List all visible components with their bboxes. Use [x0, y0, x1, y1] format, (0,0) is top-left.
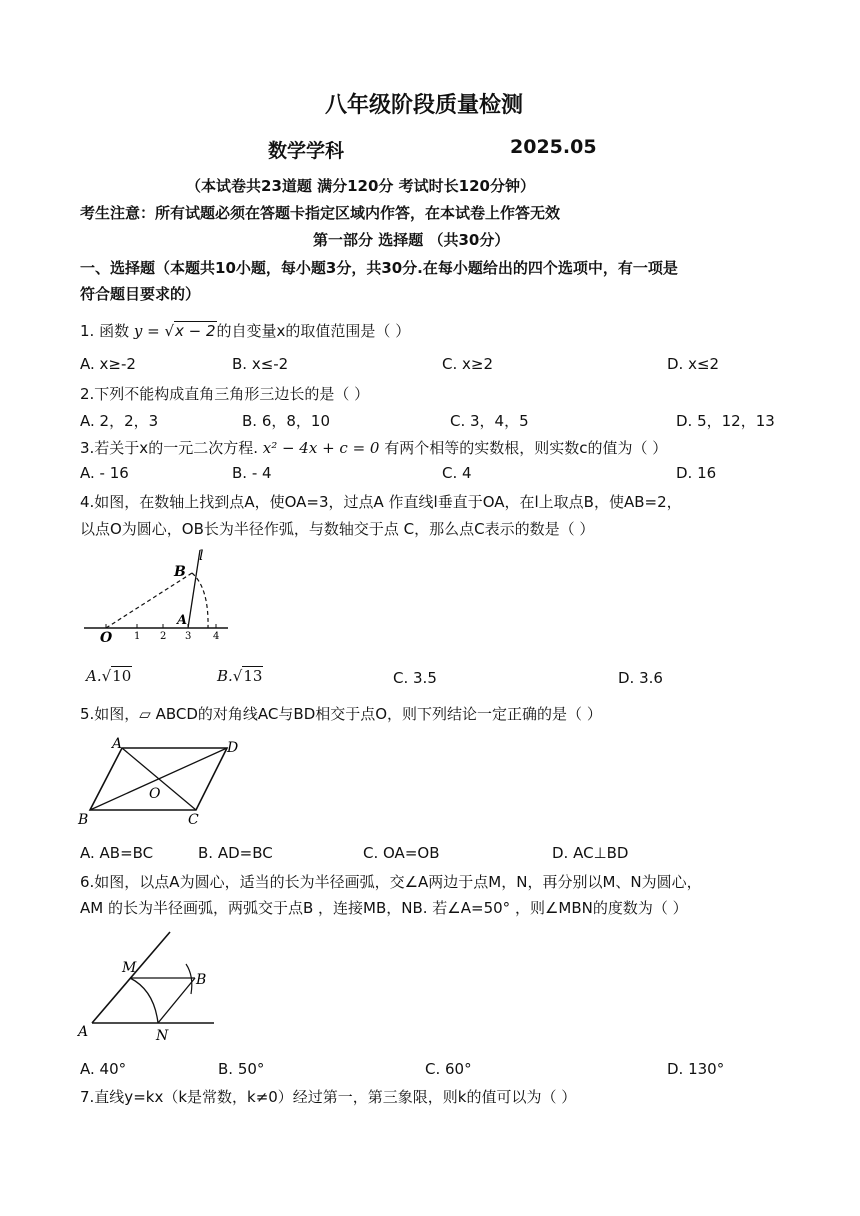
question-2: 2.下列不能构成直角三角形三边长的是（ ）	[80, 385, 370, 403]
question-3	[80, 437, 667, 458]
q3-option-b: B. - 4	[232, 464, 272, 482]
arc-mn	[130, 978, 158, 1023]
q4-option-a-prefix: A.	[86, 667, 102, 685]
label-b: B	[196, 972, 207, 988]
q1-option-d: D. x≤2	[667, 355, 720, 373]
tick-label-2: 2	[160, 631, 167, 642]
section-heading-line2: 符合题目要求的）	[80, 285, 201, 303]
label-b: B	[174, 564, 186, 580]
q5-option-c: C. OA=OB	[363, 844, 440, 862]
page-title: 八年级阶段质量检测	[325, 93, 524, 118]
q6-option-d: D. 130°	[667, 1060, 725, 1078]
label-a: A	[112, 736, 123, 752]
q2-option-c: C. 3，4，5	[450, 412, 529, 430]
q4-option-d: D. 3.6	[618, 669, 663, 687]
section-heading-line1: 一、选择题（本题共10小题，每小题3分，共30分.在每小题给出的四个选项中，有一项是	[80, 259, 678, 277]
q4-option-b	[217, 667, 263, 685]
label-c: C	[188, 812, 199, 828]
label-o: O	[149, 786, 161, 802]
arc-bc	[192, 573, 208, 628]
question-6-line2: AM 的长为半径画弧，两弧交于点B ，连接MB，NB. 若∠A=50° ，则∠MBN的度数为（ ）	[80, 899, 688, 917]
q5-option-a: A. AB=BC	[80, 844, 154, 862]
tick-label-3: 3	[185, 631, 192, 642]
label-n: N	[156, 1028, 169, 1044]
sqrt-symbol: √	[232, 667, 243, 685]
label-l: l	[199, 548, 204, 564]
exam-info: （本试卷共23道题 满分120分 考试时长120分钟）	[186, 177, 535, 195]
exam-notice: 考生注意：所有试题必须在答题卡指定区域内作答，在本试卷上作答无效	[80, 204, 561, 222]
q3-prefix: 3.若关于x的一元二次方程.	[80, 439, 263, 457]
exam-date: 2025.05	[510, 136, 597, 158]
label-a: A	[78, 1024, 89, 1040]
q6-option-a: A. 40°	[80, 1060, 127, 1078]
q1-option-b: B. x≤-2	[232, 355, 289, 373]
subject-label: 数学学科	[268, 140, 345, 162]
label-o: O	[100, 630, 113, 646]
q1-prefix: 1. 函数	[80, 322, 134, 340]
q3-option-d: D. 16	[676, 464, 717, 482]
q3-option-a: A. - 16	[80, 464, 129, 482]
q1-option-c: C. x≥2	[442, 355, 493, 373]
sqrt-symbol: √	[164, 322, 175, 340]
angle-construction-figure	[74, 928, 224, 1048]
q5-option-b: B. AD=BC	[198, 844, 273, 862]
q1-option-a: A. x≥-2	[80, 355, 136, 373]
q2-option-a: A. 2，2，3	[80, 412, 159, 430]
question-4-line1: 4.如图，在数轴上找到点A，使OA=3，过点A 作直线l垂直于OA，在l上取点B，使AB=2，	[80, 493, 682, 511]
q1-suffix: 的自变量x的取值范围是（ ）	[216, 322, 411, 340]
q2-option-d: D. 5，12，13	[676, 412, 775, 430]
q3-option-c: C. 4	[442, 464, 472, 482]
label-d: D	[227, 740, 239, 756]
q3-equation: x² − 4x + c = 0	[262, 439, 380, 457]
question-4-line2: 以点O为圆心，OB长为半径作弧，与数轴交于点 C，那么点C表示的数是（ ）	[80, 520, 595, 538]
question-6-line1: 6.如图，以点A为圆心，适当的长为半径画弧，交∠A两边于点M，N，再分别以M、N为圆心，	[80, 873, 702, 891]
q4-option-b-prefix: B.	[217, 667, 233, 685]
sqrt-symbol: √	[101, 667, 112, 685]
q3-suffix: 有两个相等的实数根，则实数c的值为（ ）	[379, 439, 668, 457]
part-heading: 第一部分 选择题 （共30分）	[313, 231, 510, 249]
tick-label-1: 1	[134, 631, 141, 642]
question-1	[80, 320, 410, 341]
q1-function: y =	[133, 322, 165, 340]
parallelogram-figure	[74, 734, 250, 830]
question-5: 5.如图，▱ ABCD的对角线AC与BD相交于点O，则下列结论一定正确的是（ ）	[80, 705, 602, 723]
q4-option-a	[86, 667, 132, 685]
label-b: B	[78, 812, 89, 828]
segment-nb	[158, 978, 195, 1023]
q6-option-b: B. 50°	[218, 1060, 265, 1078]
q5-option-d: D. AC⊥BD	[552, 844, 629, 862]
label-a: A	[177, 613, 188, 628]
q4-option-b-radicand: 13	[243, 667, 263, 685]
q1-radicand: x − 2	[175, 322, 216, 340]
number-line-figure	[78, 548, 248, 648]
tick-label-4: 4	[213, 631, 220, 642]
q2-option-b: B. 6，8，10	[242, 412, 331, 430]
label-m: M	[122, 960, 137, 976]
q6-option-c: C. 60°	[425, 1060, 472, 1078]
question-7: 7.直线y=kx（k是常数，k≠0）经过第一，第三象限，则k的值可以为（ ）	[80, 1088, 577, 1106]
q4-option-c: C. 3.5	[393, 669, 437, 687]
q4-option-a-radicand: 10	[112, 667, 132, 685]
arc-at-b	[186, 964, 192, 994]
